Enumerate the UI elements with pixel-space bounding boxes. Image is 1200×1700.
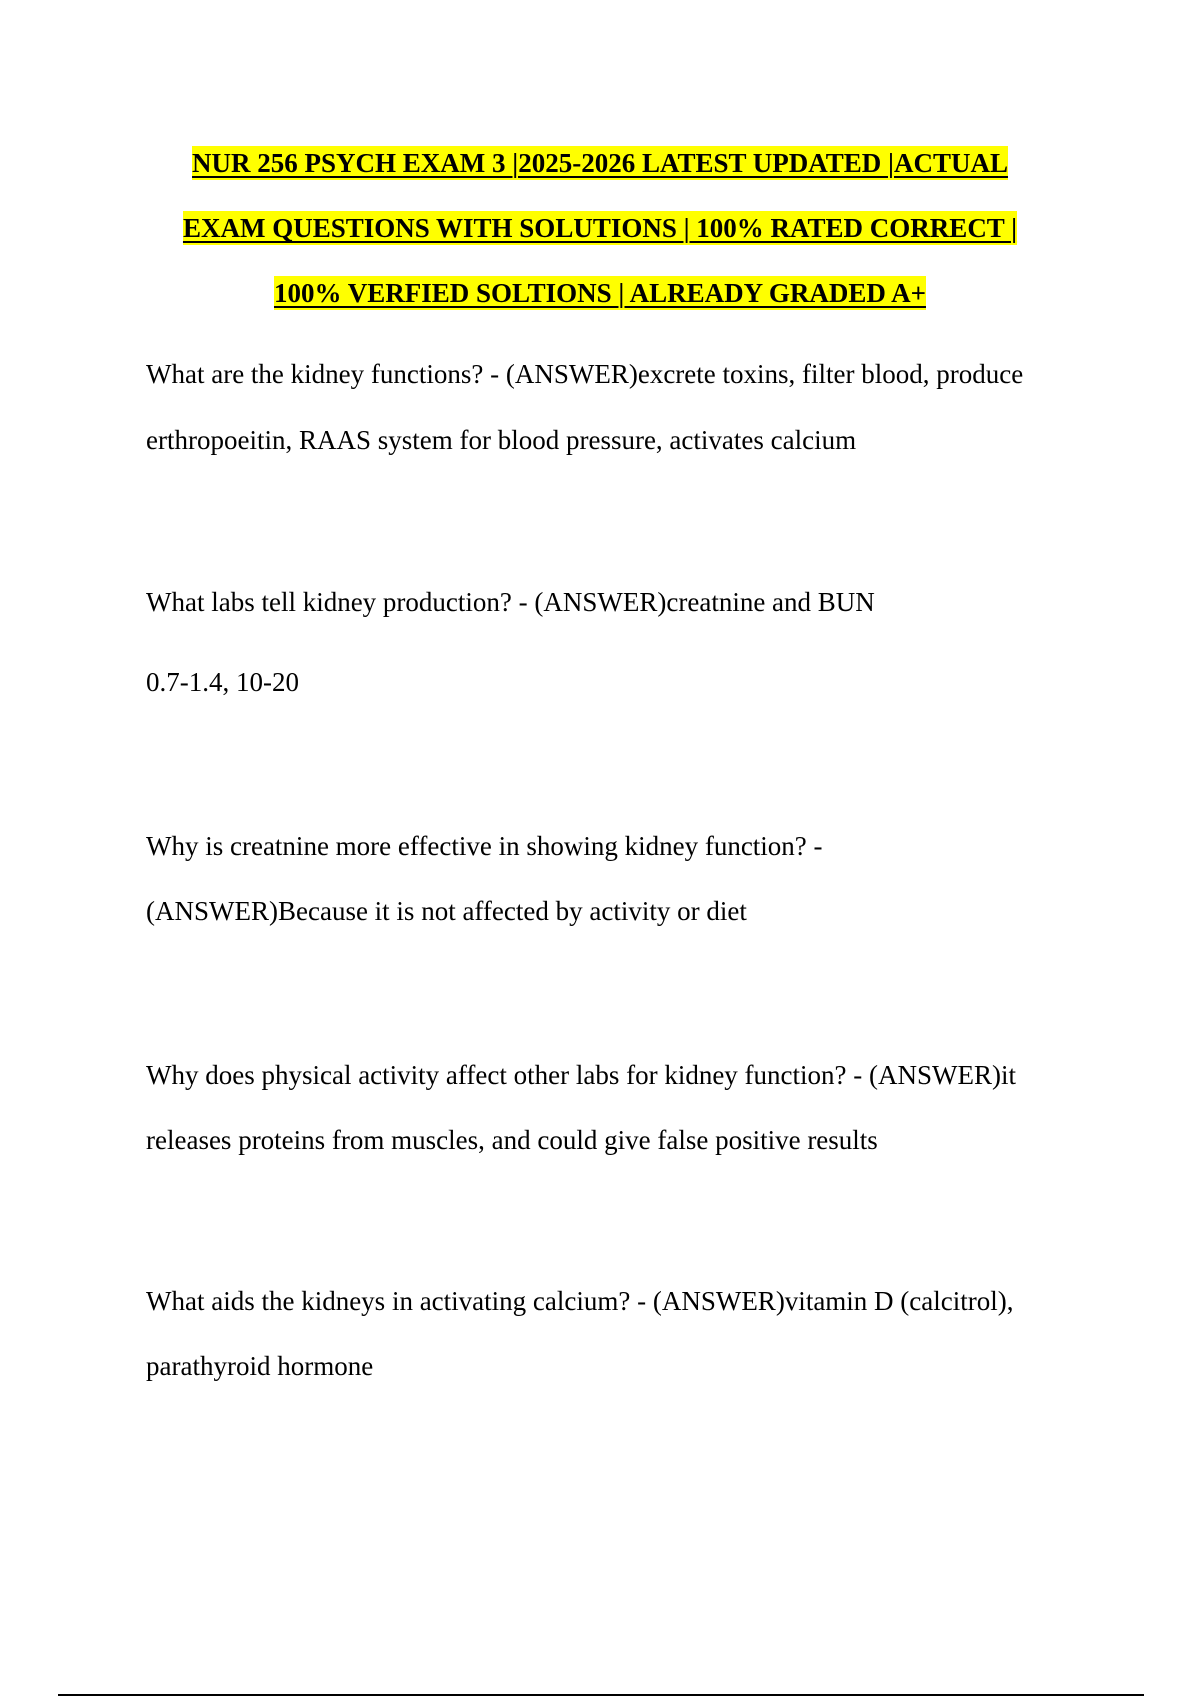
title-line-2 [0, 205, 1200, 270]
title-line-2-text: EXAM QUESTIONS WITH SOLUTIONS | 100% RATED CORRECT | [182, 213, 1018, 243]
question-4 [146, 1058, 1086, 1157]
question-4-line-2: releases proteins from muscles, and could give false positive results [146, 1125, 878, 1155]
question-1-line-2: erthropoeitin, RAAS system for blood pressure, activates calcium [146, 425, 857, 455]
question-3 [146, 829, 1086, 928]
question-5-line-2: parathyroid hormone [146, 1351, 374, 1381]
question-2 [146, 585, 1086, 699]
page-bottom-rule [58, 1694, 1144, 1696]
question-5-line-1: What aids the kidneys in activating calcium? - (ANSWER)vitamin D (calcitrol), [146, 1286, 1014, 1316]
document-title [0, 140, 1200, 335]
question-3-line-1: Why is creatnine more effective in showing kidney function? - [146, 831, 823, 861]
question-2-line-1: What labs tell kidney production? - (ANSWER)creatnine and BUN [146, 587, 875, 617]
question-1 [146, 357, 1086, 457]
question-5 [146, 1284, 1086, 1383]
title-line-1 [0, 140, 1200, 205]
title-line-3-text: 100% VERFIED SOLTIONS | ALREADY GRADED A+ [274, 278, 926, 308]
title-line-1-text: NUR 256 PSYCH EXAM 3 |2025-2026 LATEST UPDATED |ACTUAL [192, 148, 1008, 178]
question-1-line-1: What are the kidney functions? - (ANSWER)excrete toxins, filter blood, produce [146, 359, 1024, 389]
question-3-line-2: (ANSWER)Because it is not affected by activity or diet [146, 896, 747, 926]
question-2-line-2: 0.7-1.4, 10-20 [146, 667, 299, 697]
title-line-3 [0, 270, 1200, 335]
question-4-line-1: Why does physical activity affect other labs for kidney function? - (ANSWER)it [146, 1060, 1016, 1090]
